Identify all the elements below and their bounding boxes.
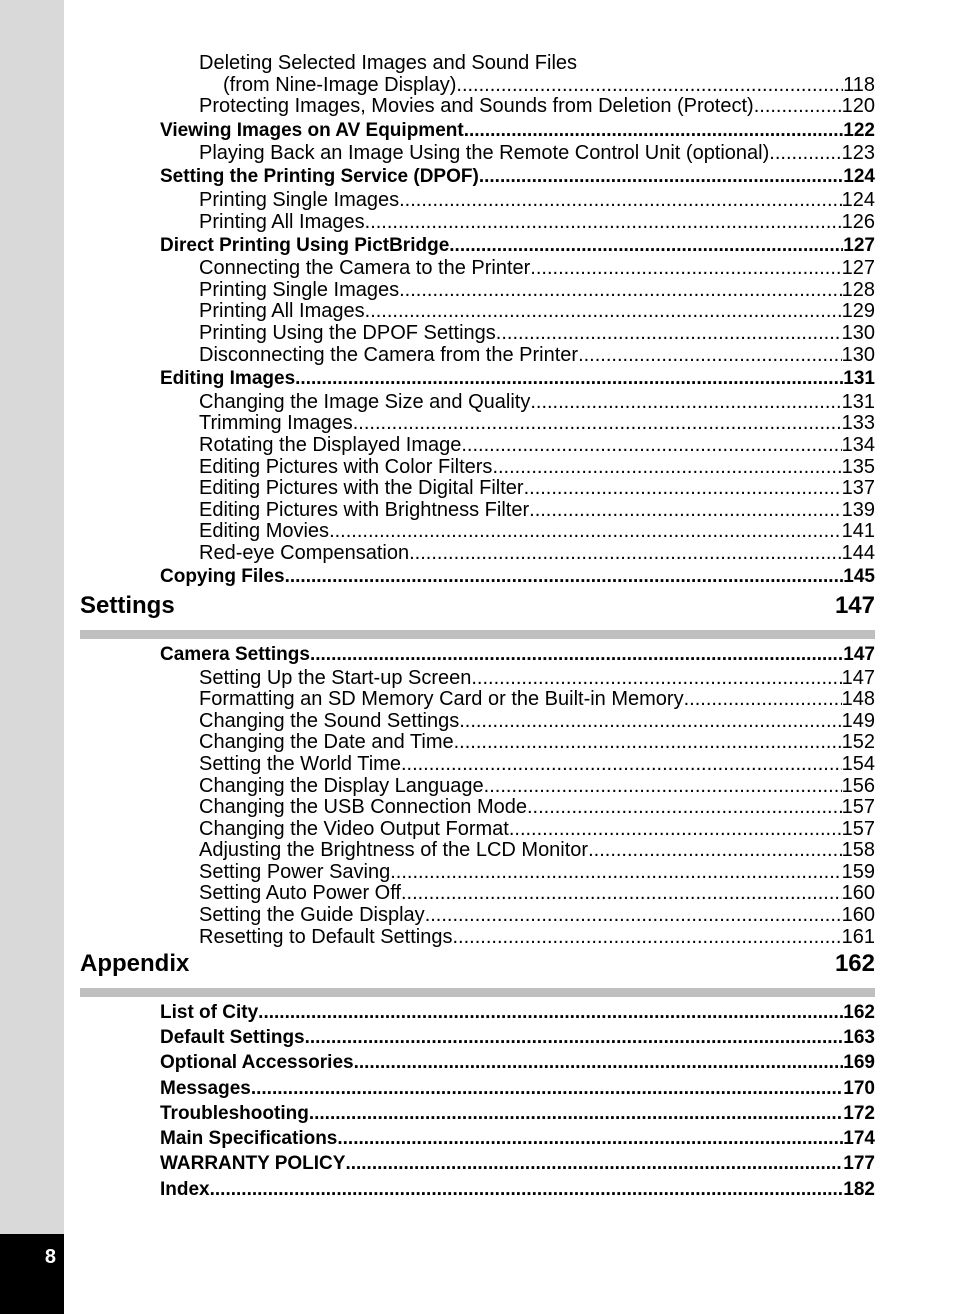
toc-entry[interactable]: Main Specifications ..... 174 <box>160 1128 875 1150</box>
toc-entry[interactable]: Changing the Video Output Format ..... 157 <box>199 818 875 840</box>
toc-entry[interactable]: Default Settings ..... 163 <box>160 1027 875 1049</box>
toc-entry[interactable]: Editing Movies ..... 141 <box>199 520 875 542</box>
toc-entry[interactable]: Disconnecting the Camera from the Printer ..... 130 <box>199 344 875 366</box>
toc-entry[interactable]: Changing the Sound Settings ..... 149 <box>199 710 875 732</box>
toc-entry[interactable]: Formatting an SD Memory Card or the Built-in Memory ..... 148 <box>199 688 875 710</box>
toc-entry[interactable]: Setting the World Time ..... 154 <box>199 753 875 775</box>
section-heading-settings[interactable] <box>80 592 875 620</box>
section-page: 162 <box>834 950 875 977</box>
toc-entry[interactable]: Setting Power Saving ..... 159 <box>199 861 875 883</box>
toc-entry[interactable]: (from Nine-Image Display) ..... 118 <box>223 74 875 96</box>
toc-entry[interactable]: Resetting to Default Settings ..... 161 <box>199 926 875 948</box>
toc-entry[interactable]: Trimming Images ..... 133 <box>199 412 875 434</box>
toc-entry[interactable]: Editing Images ..... 131 <box>160 368 875 390</box>
toc-entry[interactable]: Printing All Images ..... 126 <box>199 211 875 233</box>
toc-entry[interactable]: Editing Pictures with the Digital Filter ..... 137 <box>199 477 875 499</box>
toc-entry[interactable]: Editing Pictures with Brightness Filter ..... 139 <box>199 499 875 521</box>
toc-entry[interactable]: Printing Single Images ..... 128 <box>199 279 875 301</box>
toc-entry[interactable]: Setting Auto Power Off ..... 160 <box>199 882 875 904</box>
toc-entry[interactable]: Index ..... 182 <box>160 1179 875 1201</box>
page-number: 8 <box>44 1246 56 1268</box>
toc-entry[interactable]: Rotating the Displayed Image ..... 134 <box>199 434 875 456</box>
toc-entry[interactable]: Protecting Images, Movies and Sounds from Deletion (Protect) ..... 120 <box>199 95 875 117</box>
toc-entry[interactable]: Changing the Image Size and Quality ..... 131 <box>199 391 875 413</box>
section-heading-appendix[interactable] <box>80 950 875 978</box>
toc-entry[interactable]: Editing Pictures with Color Filters ..... 135 <box>199 456 875 478</box>
toc-entry[interactable]: Setting Up the Start-up Screen ..... 147 <box>199 667 875 689</box>
toc-entry[interactable]: Changing the USB Connection Mode ..... 157 <box>199 796 875 818</box>
toc-entry[interactable]: Camera Settings ..... 147 <box>160 644 875 666</box>
toc-entry[interactable]: Optional Accessories ..... 169 <box>160 1052 875 1074</box>
section-title: Settings <box>80 592 175 619</box>
toc-entry[interactable]: Adjusting the Brightness of the LCD Monitor ..... 158 <box>199 839 875 861</box>
toc-entry[interactable]: Connecting the Camera to the Printer ..... 127 <box>199 257 875 279</box>
toc-entry[interactable]: Changing the Date and Time ..... 152 <box>199 731 875 753</box>
toc-entry[interactable]: Troubleshooting ..... 172 <box>160 1103 875 1125</box>
toc-entry[interactable]: Changing the Display Language ..... 156 <box>199 775 875 797</box>
toc-entry[interactable]: Red-eye Compensation ..... 144 <box>199 542 875 564</box>
side-band <box>0 0 64 1314</box>
toc-entry[interactable]: Printing Using the DPOF Settings ..... 130 <box>199 322 875 344</box>
toc-entry[interactable]: List of City ..... 162 <box>160 1002 875 1024</box>
toc-entry[interactable]: Playing Back an Image Using the Remote Control Unit (optional) ..... 123 <box>199 142 875 164</box>
toc-entry[interactable]: Printing All Images ..... 129 <box>199 300 875 322</box>
toc-entry[interactable]: Copying Files ..... 145 <box>160 566 875 588</box>
toc-entry[interactable]: Setting the Printing Service (DPOF) ..... 124 <box>160 166 875 188</box>
section-title: Appendix <box>80 950 190 977</box>
toc-entry[interactable]: Viewing Images on AV Equipment ..... 122 <box>160 120 875 142</box>
section-page: 147 <box>834 592 875 619</box>
toc-entry[interactable]: Setting the Guide Display ..... 160 <box>199 904 875 926</box>
section-divider <box>80 988 875 997</box>
section-divider <box>80 630 875 639</box>
toc-entry[interactable]: Messages ..... 170 <box>160 1078 875 1100</box>
toc-entry[interactable]: Direct Printing Using PictBridge ..... 127 <box>160 235 875 257</box>
toc-entry[interactable]: Printing Single Images ..... 124 <box>199 189 875 211</box>
toc-entry[interactable]: WARRANTY POLICY ..... 177 <box>160 1153 875 1175</box>
toc-entry[interactable]: Deleting Selected Images and Sound Files <box>199 52 578 74</box>
page-number-tab <box>0 1234 64 1314</box>
